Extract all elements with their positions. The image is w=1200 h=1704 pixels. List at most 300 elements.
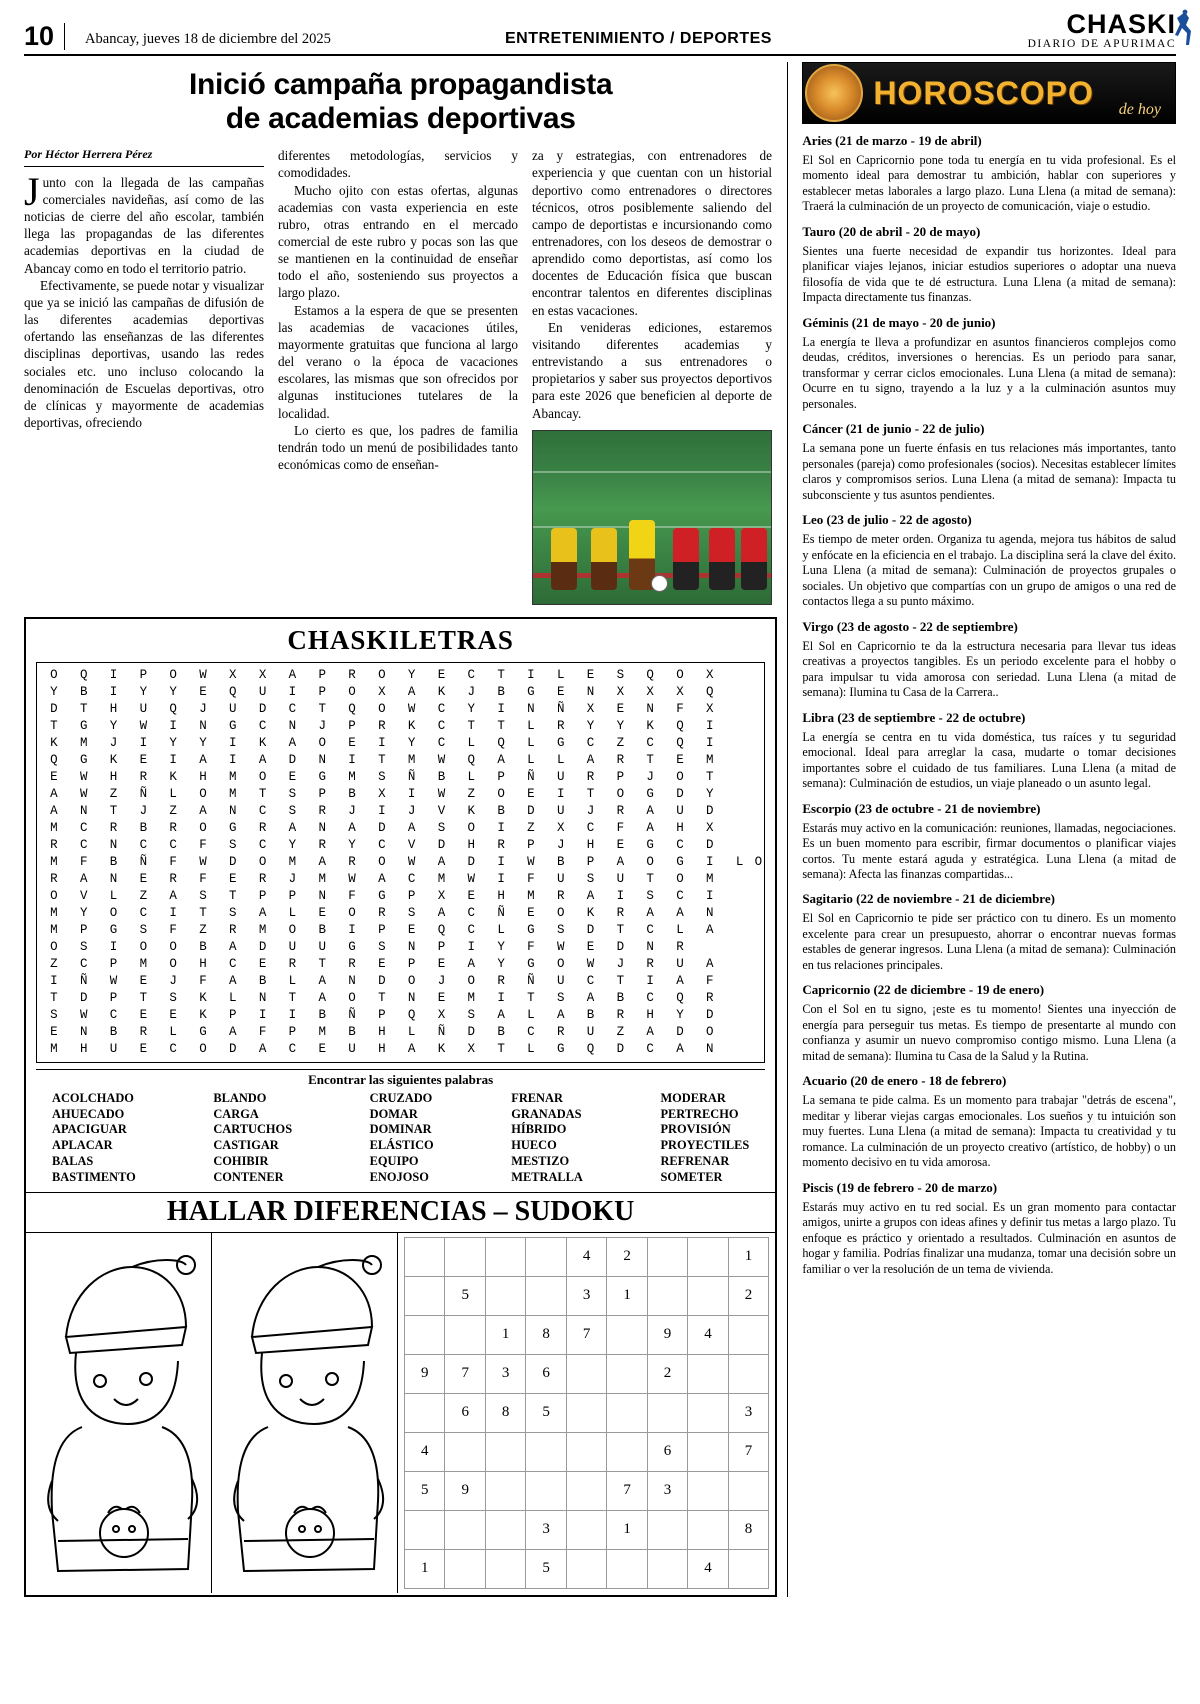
wordsearch-cell: P [258, 889, 267, 904]
wordsearch-cell: F [348, 889, 356, 904]
wordsearch-cell: N [318, 753, 326, 768]
sudoku-cell[interactable] [728, 1549, 769, 1588]
sudoku-cell[interactable]: 4 [688, 1549, 728, 1588]
sudoku-cell[interactable]: 6 [526, 1354, 566, 1393]
wordsearch-cell: R [109, 821, 118, 836]
wordsearch-cell: E [139, 753, 148, 768]
wordsearch-cell: O [676, 668, 684, 683]
wordsearch-cell: E [527, 906, 535, 921]
wordsearch-cell: Ñ [139, 787, 148, 802]
wordsearch-row [39, 684, 762, 701]
wordsearch-cell: A [437, 855, 446, 870]
wordsearch-cell: P [318, 685, 326, 700]
horoscope-sign-text: El Sol en Capricornio pone toda tu energía en tu vida profesional. Es el momento ideal para demostrar tu ambición, hablar con superiores y establecer metas laborales a largo plazo. Luna Llena (a mitad de semana): Traerá la culminación de un proyecto de comunicación, viaje o estudio. [802, 153, 1176, 214]
article-columns [24, 147, 777, 605]
wordsearch-row [39, 871, 762, 888]
wordsearch-cell: C [258, 719, 267, 734]
wordsearch-cell: O [556, 906, 565, 921]
wordsearch-cell: C [79, 821, 88, 836]
wordsearch-cell: Y [616, 719, 625, 734]
sudoku-cell[interactable]: 1 [607, 1276, 647, 1315]
wordsearch-cell: K [467, 804, 476, 819]
sudoku-cell[interactable] [688, 1393, 728, 1432]
wordsearch-cell: A [676, 1042, 684, 1057]
wordsearch-cell: N [646, 702, 654, 717]
wordsearch-cell: D [616, 940, 625, 955]
wordsearch-cell: D [378, 821, 386, 836]
wordsearch-cell: R [348, 668, 356, 683]
word-list-item: MESTIZO [511, 1154, 570, 1169]
wordsearch-cell: W [348, 872, 356, 887]
wordsearch-cell: F [199, 974, 207, 989]
wordsearch-cell: I [109, 940, 118, 955]
article-photo [532, 430, 772, 605]
wordsearch-cell: T [616, 974, 625, 989]
wordsearch-cell: O [378, 855, 386, 870]
wordsearch-cell: U [318, 940, 326, 955]
wordsearch-cell: P [378, 923, 386, 938]
sudoku-cell[interactable] [647, 1549, 687, 1588]
word-list-item: CRUZADO [369, 1090, 433, 1105]
sudoku-cell[interactable] [445, 1237, 485, 1276]
wordsearch-cell: E [467, 889, 476, 904]
wordsearch-cell: S [50, 1008, 58, 1023]
sudoku-cell[interactable]: 9 [405, 1354, 445, 1393]
wordsearch-cell: T [586, 787, 595, 802]
wordsearch-cell: N [706, 906, 714, 921]
wordsearch-cell: S [288, 804, 297, 819]
sudoku-cell[interactable] [526, 1471, 566, 1510]
wordsearch-cell: C [258, 838, 267, 853]
wordsearch-cell: G [527, 685, 535, 700]
wordsearch-cell: O [556, 957, 565, 972]
wordsearch-cell: A [586, 889, 595, 904]
wordsearch-cell: W [586, 957, 595, 972]
wordsearch-cell: E [50, 770, 58, 785]
wordsearch-cell: Y [139, 685, 148, 700]
wordsearch-cell: Y [586, 719, 595, 734]
wordsearch-cell: L [735, 855, 744, 870]
wordsearch-cell: I [497, 991, 505, 1006]
sudoku-row [405, 1237, 769, 1276]
sudoku-cell[interactable]: 1 [728, 1237, 769, 1276]
wordsearch-cell: L [288, 974, 297, 989]
wordsearch-cell: B [258, 974, 267, 989]
wordsearch-cell: R [586, 770, 595, 785]
wordsearch-row [39, 973, 762, 990]
wordsearch-cell: Q [676, 719, 684, 734]
wordsearch-cell: Y [79, 906, 88, 921]
wordsearch-cell: H [109, 702, 118, 717]
wordsearch-word-list [26, 1088, 775, 1192]
wordsearch-cell: S [437, 821, 446, 836]
wordsearch-cell: N [109, 872, 118, 887]
wordsearch-cell: C [139, 906, 148, 921]
sudoku-cell[interactable]: 3 [566, 1276, 606, 1315]
sudoku-cell[interactable] [566, 1393, 606, 1432]
sudoku-cell[interactable] [607, 1393, 647, 1432]
wordsearch-cell: C [586, 821, 595, 836]
lower-section [26, 1232, 775, 1595]
wordsearch-cell: N [318, 889, 326, 904]
sudoku-cell[interactable] [526, 1432, 566, 1471]
sudoku-cell[interactable] [526, 1276, 566, 1315]
sudoku-cell[interactable] [688, 1354, 728, 1393]
word-list-item: REFRENAR [660, 1154, 730, 1169]
wordsearch-cell: T [378, 991, 386, 1006]
sudoku-cell[interactable] [445, 1432, 485, 1471]
wordsearch-cell: I [109, 685, 118, 700]
wordsearch-cell: J [616, 957, 625, 972]
wordsearch-cell: B [497, 1025, 505, 1040]
sudoku-cell[interactable] [405, 1276, 445, 1315]
sudoku-cell[interactable]: 2 [728, 1276, 769, 1315]
sudoku-cell[interactable]: 8 [485, 1393, 525, 1432]
sudoku-cell[interactable] [405, 1393, 445, 1432]
wordsearch-cell: Q [437, 923, 446, 938]
wordsearch-cell: F [258, 1025, 267, 1040]
horoscope-banner [802, 62, 1176, 124]
wordsearch-cell: G [676, 855, 684, 870]
wordsearch-cell: P [437, 940, 446, 955]
wordsearch-cell: F [527, 872, 535, 887]
wordsearch-cell: C [467, 668, 476, 683]
wordsearch-cell: G [646, 787, 654, 802]
wordsearch-cell: A [288, 821, 297, 836]
wordsearch-row [39, 905, 762, 922]
sudoku-cell[interactable] [485, 1237, 525, 1276]
wordsearch-cell: C [676, 889, 684, 904]
wordsearch-cell: N [258, 991, 267, 1006]
wordsearch-cell: L [169, 1025, 177, 1040]
wordsearch-cell: Y [407, 736, 416, 751]
wordsearch-cell: E [199, 685, 207, 700]
wordsearch-cell: E [139, 1042, 148, 1057]
sudoku-cell[interactable] [405, 1237, 445, 1276]
wordsearch-cell: A [169, 889, 177, 904]
wordsearch-cell: R [50, 872, 58, 887]
wordsearch-cell: I [229, 736, 237, 751]
sudoku-cell[interactable]: 5 [526, 1393, 566, 1432]
sudoku-cell[interactable] [566, 1549, 606, 1588]
wordsearch-cell: F [616, 821, 625, 836]
wordsearch-cell: C [676, 838, 684, 853]
wordsearch-cell: W [139, 719, 148, 734]
sudoku-cell[interactable]: 3 [485, 1354, 525, 1393]
horoscope-sign-name: Aries (21 de marzo - 19 de abril) [802, 133, 982, 148]
wordsearch-cell: Q [646, 668, 654, 683]
wordsearch-cell: E [139, 1008, 148, 1023]
sudoku-cell[interactable]: 2 [647, 1354, 687, 1393]
wordsearch-cell: R [646, 957, 654, 972]
wordsearch-cell: O [348, 685, 356, 700]
wordsearch-cell: P [288, 1025, 297, 1040]
wordsearch-cell: U [586, 1025, 595, 1040]
wordsearch-cell: E [556, 685, 565, 700]
sudoku-cell[interactable] [445, 1510, 485, 1549]
sudoku-cell[interactable]: 5 [405, 1471, 445, 1510]
wordsearch-cell: G [378, 889, 386, 904]
wordsearch-cell: P [109, 957, 118, 972]
wordsearch-cell: O [754, 855, 763, 870]
wordsearch-cell: N [407, 940, 416, 955]
wordsearch-cell: O [706, 1025, 714, 1040]
horoscope-sign [802, 1180, 1176, 1277]
sudoku-cell[interactable] [566, 1471, 606, 1510]
wordsearch-cell: T [706, 770, 714, 785]
wordsearch-cell: E [407, 923, 416, 938]
sudoku-cell[interactable]: 4 [688, 1315, 728, 1354]
sudoku-cell[interactable] [728, 1471, 769, 1510]
sudoku-cell[interactable]: 3 [647, 1471, 687, 1510]
wordsearch-cell: I [497, 821, 505, 836]
wordsearch-cell: B [497, 685, 505, 700]
sudoku-cell[interactable] [607, 1432, 647, 1471]
sudoku-cell[interactable] [607, 1354, 647, 1393]
wordsearch-cell: U [288, 940, 297, 955]
wordsearch-cell: U [348, 1042, 356, 1057]
wordsearch-cell: B [497, 804, 505, 819]
wordsearch-cell: N [229, 804, 237, 819]
sudoku-cell[interactable] [526, 1237, 566, 1276]
sudoku-cell[interactable] [647, 1393, 687, 1432]
wordsearch-cell: T [50, 719, 58, 734]
wordsearch-cell: F [706, 974, 714, 989]
sudoku-cell[interactable]: 1 [485, 1315, 525, 1354]
sudoku-cell[interactable] [405, 1315, 445, 1354]
horoscope-sign-text: La energía te lleva a profundizar en asuntos financieros complejos como deudas, créditos, inversiones o herencias. Es un periodo para sanar, transformar y cerrar ciclos emocionales. Luna Llena (a mitad de semana): Ocurre en tu signo, trayendo a la luz y a la culminación asuntos muy personales. [802, 334, 1176, 411]
sudoku-cell[interactable]: 9 [445, 1471, 485, 1510]
wordsearch-cell: F [79, 855, 88, 870]
wordsearch-cell: Ñ [497, 906, 505, 921]
sudoku-cell[interactable] [485, 1471, 525, 1510]
wordsearch-cell: D [378, 974, 386, 989]
sudoku-cell[interactable] [688, 1237, 728, 1276]
wordsearch-cell: P [497, 770, 505, 785]
wordsearch-cell: E [586, 668, 595, 683]
wordsearch-cell: W [109, 974, 118, 989]
word-list-item: HÍBRIDO [511, 1122, 567, 1137]
sudoku-cell[interactable] [647, 1510, 687, 1549]
wordsearch-cell: T [288, 991, 297, 1006]
sudoku-cell[interactable]: 1 [405, 1549, 445, 1588]
sudoku-cell[interactable] [485, 1510, 525, 1549]
byline: Por Héctor Herrera Pérez [24, 147, 264, 167]
horoscope-sign-name: Piscis (19 de febrero - 20 de marzo) [802, 1179, 998, 1195]
word-column-3 [370, 1091, 434, 1186]
wordsearch-cell: G [318, 770, 326, 785]
wordsearch-cell: Q [497, 736, 505, 751]
horoscope-sign-text: Sientes una fuerte necesidad de expandir tus horizontes. Ideal para planificar viajes lejanos, iniciar estudios superiores o adoptar una nueva filosofía de vida que te dé estructura. Luna Llena (a mitad de semana): Impacta directamente tus finanzas. [802, 243, 1176, 305]
wordsearch-cell: A [318, 855, 326, 870]
wordsearch-cell: P [139, 668, 148, 683]
sudoku-cell[interactable]: 7 [607, 1471, 647, 1510]
wordsearch-cell: B [348, 1025, 356, 1040]
wordsearch-cell: D [676, 1025, 684, 1040]
wordsearch-cell: T [467, 719, 476, 734]
sudoku-cell[interactable] [728, 1354, 769, 1393]
sudoku-row [405, 1276, 769, 1315]
wordsearch-cell: D [676, 787, 684, 802]
horoscope-sign-text: Estarás muy activo en la comunicación: reuniones, llamadas, negociaciones. Es un buen momento para escribir, firmar documentos o planificar viajes cortos. Tu mente estará aguda y estratégica. Luna Llena (a mitad de semana): Afecta las finanzas compartidas... [802, 820, 1176, 881]
paragraph: za y estrategias, con entrenadores de experiencia y que cuentan con un historial deportivo como entrenadores o directores técnicos, otros posiblemente saliendo del campo de deportistas e incursionando como entrenadores, con los deseos de demostrar o aprendido como deportistas, así como los docentes de Educación física que buscan encontrar talentos en diferentes disciplinas en estas vacaciones. [532, 148, 772, 318]
spot-difference-image-left [26, 1233, 212, 1593]
sudoku-cell[interactable]: 6 [647, 1432, 687, 1471]
sudoku-cell[interactable]: 4 [566, 1237, 606, 1276]
wordsearch-cell: B [318, 1008, 326, 1023]
wordsearch-cell: T [229, 889, 237, 904]
paragraph: diferentes metodologías, servicios y comodidades. [278, 148, 518, 181]
wordsearch-row [39, 752, 762, 769]
wordsearch-cell: I [288, 1008, 297, 1023]
wordsearch-cell: M [50, 855, 58, 870]
wordsearch-cell: T [497, 1042, 505, 1057]
sudoku-cell[interactable]: 9 [647, 1315, 687, 1354]
wordsearch-cell: P [407, 957, 416, 972]
sudoku-cell[interactable] [566, 1510, 606, 1549]
wordsearch-cell: I [348, 923, 356, 938]
wordsearch-cell: C [139, 838, 148, 853]
wordsearch-cell: H [109, 770, 118, 785]
sudoku-cell[interactable] [405, 1510, 445, 1549]
sudoku-cell[interactable] [445, 1315, 485, 1354]
sudoku-cell[interactable]: 1 [607, 1510, 647, 1549]
wordsearch-cell: D [467, 1025, 476, 1040]
sudoku-cell[interactable] [728, 1315, 769, 1354]
sudoku-cell[interactable] [688, 1471, 728, 1510]
sudoku-cell[interactable] [647, 1237, 687, 1276]
sudoku-cell[interactable] [566, 1432, 606, 1471]
wordsearch-cell: B [79, 685, 88, 700]
wordsearch-cell: M [79, 736, 88, 751]
wordsearch-cell: V [79, 889, 88, 904]
sudoku-row [405, 1315, 769, 1354]
sudoku-cell[interactable]: 4 [405, 1432, 445, 1471]
brand-subtitle: DIARIO DE APURIMAC [1027, 38, 1176, 50]
wordsearch-cell: F [676, 702, 684, 717]
horoscope-sign-text: Con el Sol en tu signo, ¡este es tu momento! Sientes una inyección de energía para perseguir tus metas. Es tiempo de presentarte al mundo con confianza y asumir un nuevo compromiso contigo mismo. Luna Llena (a mitad de semana): Ilumina tu Casa de la Salud y la Rutina. [802, 1002, 1176, 1063]
sudoku-cell[interactable]: 8 [728, 1510, 769, 1549]
wordsearch-cell: O [378, 668, 386, 683]
wordsearch-cell: Q [676, 991, 684, 1006]
puzzle-title: CHASKILETRAS [287, 624, 514, 655]
word-list-item: CARGA [213, 1106, 259, 1121]
wordsearch-cell: U [556, 770, 565, 785]
wordsearch-cell: T [616, 923, 625, 938]
word-list-item: COHIBIR [213, 1154, 269, 1169]
sudoku-cell[interactable]: 2 [607, 1237, 647, 1276]
horoscope-sign [802, 619, 1176, 701]
wordsearch-cell: O [199, 1042, 207, 1057]
wordsearch-cell: L [467, 770, 476, 785]
sudoku-cell[interactable] [445, 1549, 485, 1588]
wordsearch-cell: C [288, 702, 297, 717]
wordsearch-cell: Q [229, 685, 237, 700]
sudoku-cell[interactable]: 3 [526, 1510, 566, 1549]
wordsearch-row [39, 1041, 762, 1058]
wordsearch-row [39, 718, 762, 735]
wordsearch-cell: E [527, 787, 535, 802]
wordsearch-cell: E [139, 974, 148, 989]
wordsearch-row [39, 820, 762, 837]
sudoku-cell[interactable] [607, 1549, 647, 1588]
wordsearch-cell: O [288, 923, 297, 938]
wordsearch-cell: N [348, 974, 356, 989]
wordsearch-cell: O [199, 787, 207, 802]
wordsearch-cell: A [378, 872, 386, 887]
wordsearch-cell: X [437, 1008, 446, 1023]
sudoku-cell[interactable]: 5 [526, 1549, 566, 1588]
sudoku-cell[interactable]: 6 [445, 1393, 485, 1432]
main-content [24, 62, 777, 1597]
wordsearch-cell: I [706, 889, 714, 904]
wordsearch-cell: O [407, 974, 416, 989]
sudoku-cell[interactable] [485, 1276, 525, 1315]
wordsearch-cell: N [527, 702, 535, 717]
sudoku-cell[interactable] [688, 1432, 728, 1471]
wordsearch-cell: O [50, 940, 58, 955]
sudoku-cell[interactable]: 7 [566, 1315, 606, 1354]
wordsearch-cell: Q [407, 1008, 416, 1023]
sudoku-cell[interactable]: 7 [728, 1432, 769, 1471]
wordsearch-cell: C [646, 736, 654, 751]
horoscope-sign-name: Capricornio (22 de diciembre - 19 de enero) [802, 982, 1045, 998]
article-column-3 [532, 147, 772, 605]
wordsearch-cell: O [258, 770, 267, 785]
wordsearch-cell: G [79, 753, 88, 768]
wordsearch-cell: D [616, 1042, 625, 1057]
wordsearch-cell: C [378, 838, 386, 853]
sudoku-cell[interactable] [485, 1549, 525, 1588]
wordsearch-cell: K [437, 1042, 446, 1057]
wordsearch-cell: Q [348, 702, 356, 717]
wordsearch-cell: I [467, 940, 476, 955]
sudoku-cell[interactable] [566, 1354, 606, 1393]
sudoku-cell[interactable]: 5 [445, 1276, 485, 1315]
sudoku-cell[interactable] [688, 1510, 728, 1549]
wordsearch-cell: X [586, 702, 595, 717]
sudoku-row [405, 1510, 769, 1549]
wordsearch-cell: G [199, 1025, 207, 1040]
sudoku-grid[interactable] [404, 1237, 769, 1589]
wordsearch-cell: M [706, 753, 714, 768]
wordsearch-cell: M [50, 1042, 58, 1057]
wordsearch-cell: O [467, 974, 476, 989]
sudoku-cell[interactable] [647, 1276, 687, 1315]
wordsearch-cell: M [467, 991, 476, 1006]
sudoku-row [405, 1471, 769, 1510]
wordsearch-cell: A [199, 753, 207, 768]
sudoku-cell[interactable]: 7 [445, 1354, 485, 1393]
wordsearch-row [39, 769, 762, 786]
wordsearch-cell: G [229, 821, 237, 836]
wordsearch-row [39, 803, 762, 820]
sudoku-cell[interactable] [607, 1315, 647, 1354]
paragraph: Efectivamente, se puede notar y visualizar que ya se inició las campañas de difusión de las diferentes academias deportivas ofertando las enseñanzas de las diferentes disciplinas deportivas, usando las redes sociales etc. uno incluso colocando la denominación de Escuelas deportivas, otro de clínicas y mayormente de academias deportivas, ofreciendo [24, 277, 264, 430]
wordsearch-cell: E [318, 1042, 326, 1057]
wordsearch-cell: H [646, 1008, 654, 1023]
wordsearch-cell: T [109, 804, 118, 819]
horoscope-sign [802, 421, 1176, 503]
sudoku-cell[interactable] [485, 1432, 525, 1471]
wordsearch-cell: Ñ [527, 770, 535, 785]
wordsearch-cell: I [706, 719, 714, 734]
wordsearch-cell: F [169, 855, 177, 870]
sudoku-cell[interactable] [688, 1276, 728, 1315]
wordsearch-cell: B [616, 991, 625, 1006]
sudoku-cell[interactable]: 8 [526, 1315, 566, 1354]
sudoku-cell[interactable]: 3 [728, 1393, 769, 1432]
